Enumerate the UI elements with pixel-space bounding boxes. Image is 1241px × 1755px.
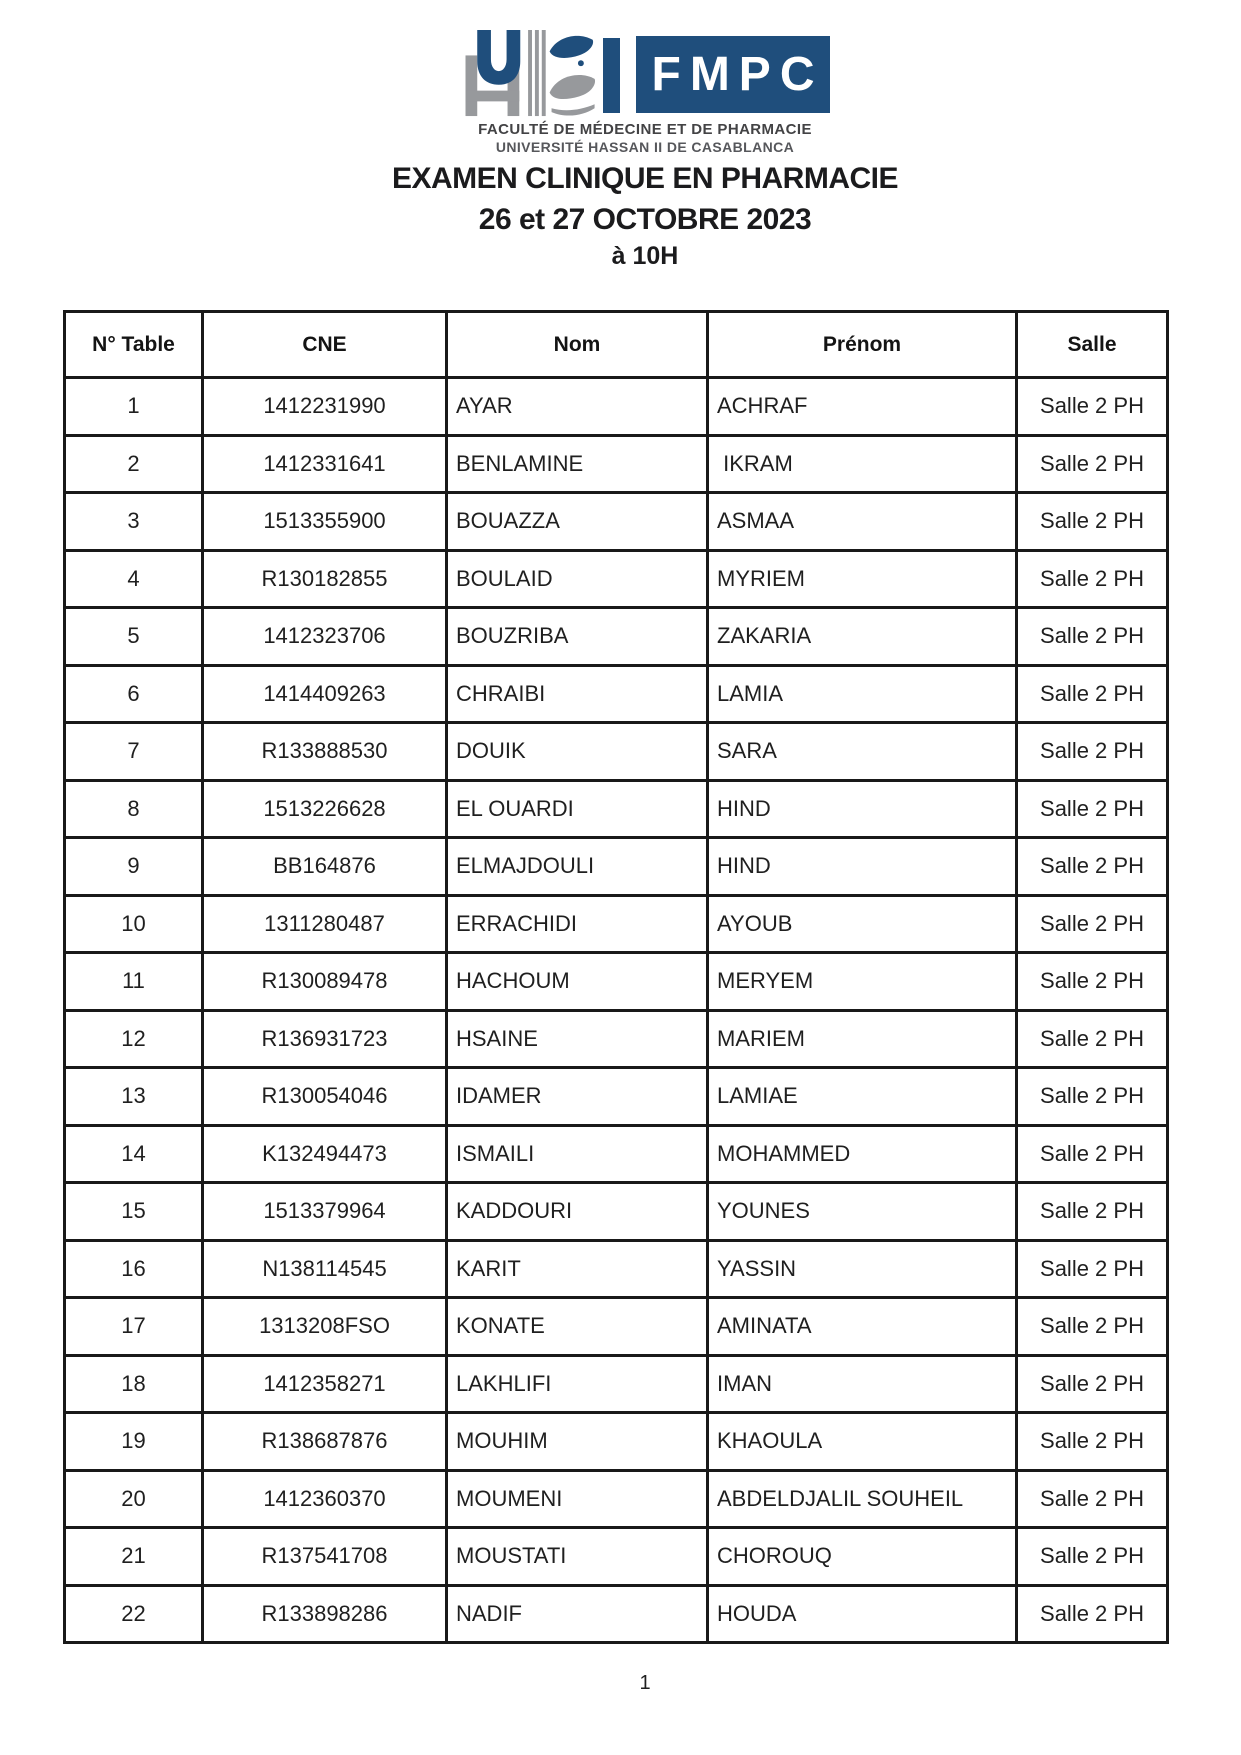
cell-table-number: 3 [65, 493, 203, 551]
cell-nom: NADIF [447, 1585, 708, 1643]
cell-nom: MOUHIM [447, 1413, 708, 1471]
cell-cne: R130054046 [203, 1068, 447, 1126]
cell-cne: R130182855 [203, 550, 447, 608]
table-row [65, 608, 1168, 666]
table-row [65, 838, 1168, 896]
cell-cne: 1311280487 [203, 895, 447, 953]
cell-nom: KONATE [447, 1298, 708, 1356]
page-number: 1 [639, 1672, 651, 1694]
table-row [65, 1240, 1168, 1298]
cell-prenom: SARA [708, 723, 1017, 781]
cell-cne: BB164876 [203, 838, 447, 896]
cell-salle: Salle 2 PH [1017, 838, 1168, 896]
university-name: UNIVERSITÉ HASSAN II DE CASABLANCA [495, 139, 795, 155]
table-row [65, 1125, 1168, 1183]
cell-salle: Salle 2 PH [1017, 723, 1168, 781]
cell-nom: BOULAID [447, 550, 708, 608]
cell-cne: 1414409263 [203, 665, 447, 723]
exam-roster-table [63, 310, 1169, 1644]
cell-salle: Salle 2 PH [1017, 435, 1168, 493]
cell-cne: 1412358271 [203, 1355, 447, 1413]
cell-table-number: 18 [65, 1355, 203, 1413]
cell-table-number: 6 [65, 665, 203, 723]
table-row [65, 780, 1168, 838]
cell-nom: BENLAMINE [447, 435, 708, 493]
table-row [65, 1470, 1168, 1528]
cell-cne: 1513355900 [203, 493, 447, 551]
cell-salle: Salle 2 PH [1017, 1298, 1168, 1356]
table-row [65, 953, 1168, 1011]
cell-nom: KADDOURI [447, 1183, 708, 1241]
cell-nom: ISMAILI [447, 1125, 708, 1183]
column-header-nom: Nom [447, 312, 708, 378]
table-row [65, 1298, 1168, 1356]
cell-salle: Salle 2 PH [1017, 493, 1168, 551]
cell-nom: BOUAZZA [447, 493, 708, 551]
cell-table-number: 11 [65, 953, 203, 1011]
cell-prenom: KHAOULA [708, 1413, 1017, 1471]
cell-cne: 1412331641 [203, 435, 447, 493]
table-row [65, 1010, 1168, 1068]
cell-nom: ELMAJDOULI [447, 838, 708, 896]
cell-salle: Salle 2 PH [1017, 1528, 1168, 1586]
cell-table-number: 2 [65, 435, 203, 493]
table-header-row [65, 312, 1168, 378]
table-row [65, 1413, 1168, 1471]
cell-nom: CHRAIBI [447, 665, 708, 723]
cell-prenom: AYOUB [708, 895, 1017, 953]
fmpc-logo-box [636, 36, 830, 113]
cell-table-number: 19 [65, 1413, 203, 1471]
cell-cne: R137541708 [203, 1528, 447, 1586]
table-row [65, 1183, 1168, 1241]
cell-cne: 1412360370 [203, 1470, 447, 1528]
table-row [65, 1585, 1168, 1643]
table-row [65, 1528, 1168, 1586]
cell-salle: Salle 2 PH [1017, 953, 1168, 1011]
cell-prenom: MYRIEM [708, 550, 1017, 608]
cell-table-number: 8 [65, 780, 203, 838]
cell-prenom: ABDELDJALIL SOUHEIL [708, 1470, 1017, 1528]
cell-prenom: HIND [708, 838, 1017, 896]
fmpc-label: FMPC [651, 48, 824, 101]
cell-cne: 1313208FSO [203, 1298, 447, 1356]
cell-nom: AYAR [447, 378, 708, 436]
cell-cne: R133888530 [203, 723, 447, 781]
cell-prenom: ACHRAF [708, 378, 1017, 436]
cell-table-number: 9 [65, 838, 203, 896]
table-row [65, 665, 1168, 723]
cell-nom: KARIT [447, 1240, 708, 1298]
cell-salle: Salle 2 PH [1017, 1355, 1168, 1413]
cell-nom: IDAMER [447, 1068, 708, 1126]
uh2c-monogram-icon [463, 30, 601, 118]
column-header-table-number: N° Table [65, 312, 203, 378]
cell-prenom: ZAKARIA [708, 608, 1017, 666]
cell-salle: Salle 2 PH [1017, 780, 1168, 838]
cell-nom: EL OUARDI [447, 780, 708, 838]
table-row [65, 493, 1168, 551]
table-row [65, 1355, 1168, 1413]
cell-prenom: HIND [708, 780, 1017, 838]
cell-nom: BOUZRIBA [447, 608, 708, 666]
cell-prenom: ASMAA [708, 493, 1017, 551]
cell-prenom: IMAN [708, 1355, 1017, 1413]
cell-table-number: 15 [65, 1183, 203, 1241]
cell-salle: Salle 2 PH [1017, 1585, 1168, 1643]
document-title: EXAMEN CLINIQUE EN PHARMACIE [391, 162, 899, 195]
column-header-prenom: Prénom [708, 312, 1017, 378]
cell-nom: DOUIK [447, 723, 708, 781]
cell-prenom: CHOROUQ [708, 1528, 1017, 1586]
cell-salle: Salle 2 PH [1017, 1125, 1168, 1183]
table-row [65, 723, 1168, 781]
column-header-salle: Salle [1017, 312, 1168, 378]
cell-nom: MOUSTATI [447, 1528, 708, 1586]
table-row [65, 895, 1168, 953]
cell-prenom: LAMIAE [708, 1068, 1017, 1126]
cell-table-number: 10 [65, 895, 203, 953]
cell-cne: 1513226628 [203, 780, 447, 838]
cell-cne: 1412231990 [203, 378, 447, 436]
logo-separator-bar [603, 38, 620, 113]
cell-cne: K132494473 [203, 1125, 447, 1183]
cell-table-number: 1 [65, 378, 203, 436]
cell-salle: Salle 2 PH [1017, 1413, 1168, 1471]
cell-prenom: LAMIA [708, 665, 1017, 723]
cell-prenom: AMINATA [708, 1298, 1017, 1356]
table-row [65, 1068, 1168, 1126]
cell-table-number: 12 [65, 1010, 203, 1068]
cell-prenom: MARIEM [708, 1010, 1017, 1068]
cell-salle: Salle 2 PH [1017, 1240, 1168, 1298]
cell-prenom: IKRAM [708, 435, 1017, 493]
cell-salle: Salle 2 PH [1017, 1470, 1168, 1528]
cell-nom: HACHOUM [447, 953, 708, 1011]
cell-salle: Salle 2 PH [1017, 378, 1168, 436]
cell-prenom: HOUDA [708, 1585, 1017, 1643]
cell-cne: 1513379964 [203, 1183, 447, 1241]
cell-salle: Salle 2 PH [1017, 550, 1168, 608]
cell-table-number: 20 [65, 1470, 203, 1528]
table-row [65, 435, 1168, 493]
cell-table-number: 21 [65, 1528, 203, 1586]
cell-nom: LAKHLIFI [447, 1355, 708, 1413]
cell-salle: Salle 2 PH [1017, 1068, 1168, 1126]
cell-prenom: MERYEM [708, 953, 1017, 1011]
faculty-name: FACULTÉ DE MÉDECINE ET DE PHARMACIE [478, 121, 812, 138]
cell-cne: R136931723 [203, 1010, 447, 1068]
cell-cne: N138114545 [203, 1240, 447, 1298]
table-row [65, 378, 1168, 436]
cell-prenom: YASSIN [708, 1240, 1017, 1298]
cell-table-number: 13 [65, 1068, 203, 1126]
exam-time: à 10H [611, 242, 679, 270]
exam-dates: 26 et 27 OCTOBRE 2023 [478, 203, 812, 236]
cell-salle: Salle 2 PH [1017, 665, 1168, 723]
cell-table-number: 22 [65, 1585, 203, 1643]
cell-nom: MOUMENI [447, 1470, 708, 1528]
cell-salle: Salle 2 PH [1017, 895, 1168, 953]
cell-nom: HSAINE [447, 1010, 708, 1068]
cell-cne: R130089478 [203, 953, 447, 1011]
cell-cne: 1412323706 [203, 608, 447, 666]
cell-nom: ERRACHIDI [447, 895, 708, 953]
cell-table-number: 7 [65, 723, 203, 781]
cell-table-number: 17 [65, 1298, 203, 1356]
cell-table-number: 16 [65, 1240, 203, 1298]
cell-cne: R133898286 [203, 1585, 447, 1643]
cell-prenom: YOUNES [708, 1183, 1017, 1241]
cell-salle: Salle 2 PH [1017, 1010, 1168, 1068]
table-row [65, 550, 1168, 608]
cell-cne: R138687876 [203, 1413, 447, 1471]
cell-table-number: 4 [65, 550, 203, 608]
cell-table-number: 5 [65, 608, 203, 666]
column-header-cne: CNE [203, 312, 447, 378]
cell-table-number: 14 [65, 1125, 203, 1183]
cell-salle: Salle 2 PH [1017, 1183, 1168, 1241]
cell-salle: Salle 2 PH [1017, 608, 1168, 666]
cell-prenom: MOHAMMED [708, 1125, 1017, 1183]
